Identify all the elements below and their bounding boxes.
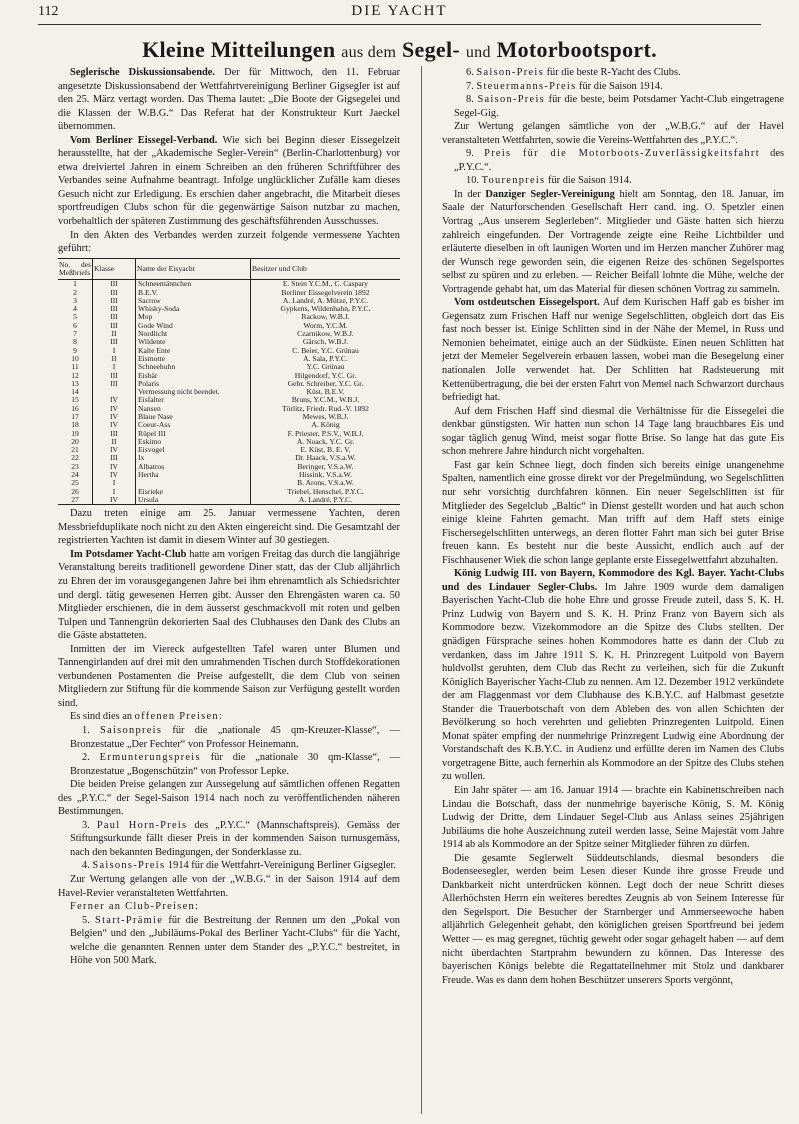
prize-name: Saison-Preis — [477, 94, 545, 106]
cell-number: 23 — [71, 461, 79, 471]
cell-yacht-name: Eisvogel — [136, 446, 251, 454]
cell-number: 22 — [71, 453, 79, 463]
text-ludwig-2: Ein Jahr später — am 16. Januar 1914 — brachte ein Kabinettschreiben nach Lindau die Botschaft, dass der nunmehrige bayerische König, S. M. König Ludwig der Dritte, dem Lindauer Segel-Club aus Anlass seines 25jährigen Jubiläums die hohe Auszeichnung zuteil werden lasse, Seine Majestät vom Jahre 1914 ab als Kommodore an der Spitze seiner Mitglieder führen zu dürfen. — [442, 784, 784, 851]
cell-number: 27 — [71, 494, 79, 504]
article-danzig — [442, 188, 784, 296]
article-diskussion — [58, 66, 400, 134]
prize-item — [442, 147, 784, 174]
prize-number: 3. — [82, 819, 90, 831]
title-part-2: aus dem — [341, 44, 397, 61]
left-column — [58, 66, 400, 968]
cell-number: 16 — [71, 403, 79, 413]
prize-item — [58, 751, 400, 778]
cell-owner: A. Landré, P.Y.C. — [251, 496, 401, 505]
prize-name: Paul Horn-Preis — [96, 819, 188, 831]
cell-yacht-name: Gode Wind — [136, 322, 251, 330]
prize-number: 7. — [466, 80, 474, 92]
prize-list-d — [442, 66, 784, 120]
text-danzig: hielt am Sonntag, den 18. Januar, im Saale der Naturforschenden Gesellschaft Herr cand. ing. O. Spetzler einen Vortrag „Aus unserem Seglerleben“. Mitglieder und Gäste hatten sich hierzu zahlreich eingefunden. Der Vortragende zeigte eine Reihe Lichtbilder und erläuterte dieselben in oft launigen Worten und im Herzen mancher Zuhörer mag der Wunsch rege geworden sein, die eigenen Reize des schönen Segelsportes selbst zu spüren und zu erleben. — Reicher Beifall lohnte die Mühe, welche der Vortragende gehabt hat, um das Material für diesen schönen Vortrag zu sammeln. — [442, 188, 784, 295]
prize-item — [58, 819, 400, 860]
prize-list-a — [58, 724, 400, 778]
cell-owner: Worm, Y.C.M. — [251, 322, 401, 330]
cell-owner: Törlitz, Friedr. Rud.-V. 1892 — [251, 405, 401, 413]
cell-number: 20 — [71, 436, 79, 446]
cell-yacht-name: Vermessung nicht beendet. — [136, 388, 251, 396]
cell-number: 3 — [73, 295, 77, 305]
cell-yacht-name: Hertha — [136, 471, 251, 479]
prize-description: 1914 für die Wettfahrt-Vereinigung Berliner Gigsegler. — [167, 860, 396, 872]
prize-number: 10. — [466, 175, 479, 187]
title-part-5: Motorbootsport. — [496, 37, 657, 62]
article-ostdeutsch — [442, 296, 784, 404]
article-ludwig — [442, 567, 784, 784]
cell-class: IV — [93, 471, 136, 479]
cell-class: II — [93, 438, 136, 446]
prize-number: 4. — [82, 860, 90, 872]
cell-class: IV — [93, 413, 136, 421]
text-eissegel-total: Dazu treten einige am 25. Januar vermessene Yachten, deren Messbriefduplikate noch nicht zu den Akten eingereicht sind. Die Gesamtzahl der registrierten Yachten ist damit in diesem Winter auf 30 gestiegen. — [58, 508, 400, 547]
cell-class: IV — [93, 496, 136, 505]
cell-class: II — [93, 330, 136, 338]
cell-class: IV — [93, 396, 136, 404]
prize-list-e — [442, 147, 784, 188]
cell-yacht-name: Schneemännchen — [136, 280, 251, 289]
cell-number: 15 — [71, 395, 79, 405]
text-potsdam-5: Zur Wertung gelangen alle von der „W.B.G.“ in der Saison 1914 auf dem Havel-Revier veranstalteten Wettfahrten. — [58, 874, 400, 899]
cell-yacht-name: Wildente — [136, 338, 251, 346]
cell-number: 5 — [73, 312, 77, 322]
prize-description: für die beste, beim Potsdamer Yacht-Club eingetragene Segel-Gig. — [454, 94, 784, 119]
col-header-owner: Besitzer und Club — [251, 258, 401, 280]
prize-description: des „P.Y.C.“ (Mannschaftspreis). Gemäss der Stiftungsurkunde fällt dieser Preis in der kommenden Saison turnusgemäss, nach den bekannten Bedingungen, der Sonderklasse zu. — [70, 819, 400, 858]
text-open-lead: Es sind dies an — [70, 711, 133, 723]
cell-owner: B. Arons, V.S.a.W. — [251, 479, 401, 487]
prize-item — [442, 66, 784, 80]
cell-yacht-name: Eisfalter — [136, 396, 251, 404]
cell-number: 18 — [71, 420, 79, 430]
table-header-row — [58, 258, 400, 280]
cell-owner: Y.C. Grünau — [251, 363, 401, 371]
cell-class: III — [93, 297, 136, 305]
lead-danzig: In der — [454, 188, 481, 200]
text-eissegel-intro: In den Akten des Verbandes werden zurzeit folgende vermessene Yachten geführt: — [58, 229, 400, 255]
text-potsdam-open — [58, 710, 400, 724]
column-divider — [421, 66, 422, 1114]
section-title — [0, 36, 799, 67]
cell-number: 21 — [71, 445, 79, 455]
text-potsdam-6: Ferner an Club-Preisen: — [70, 901, 200, 913]
cell-yacht-name: Kalte Ente — [136, 347, 251, 355]
prize-item — [58, 859, 400, 873]
cell-number: 19 — [71, 428, 79, 438]
cell-yacht-name: Eismotte — [136, 355, 251, 363]
text-potsdam-2: Inmitten der im Viereck aufgestellten Tafel waren unter Blumen und Tannengirlanden auf drei mit den umrahmenden Tischen durch Stoffdekorationen verbundenen Postamenten die Preise aufgestellt, die dem Club von seinen Mitgliedern zur Stiftung für die kommende Saison zur Verfügung gestellt worden sind. — [58, 643, 400, 709]
table-row — [58, 347, 400, 355]
prize-name: Saisons-Preis — [92, 860, 166, 872]
right-column — [442, 66, 784, 987]
prize-item — [58, 724, 400, 751]
cell-class: IV — [93, 421, 136, 429]
cell-class: III — [93, 430, 136, 438]
cell-class: I — [93, 363, 136, 371]
yacht-table-body — [58, 280, 400, 505]
text-ostdeutsch-2: Auf dem Frischen Haff sind diesmal die Verhältnisse für die Eissegelei die denkbar günstigsten. Wir hatten nun schon 14 Tage lang brauchbares Eis und sogar täglich genug Wind, meist sogar flotte Brise. So lange hat das gute Eis schon mehrere Jahre hindurch nicht vorgehalten. — [442, 405, 784, 458]
article-eissegel-verband — [58, 134, 400, 229]
prize-item — [58, 914, 400, 968]
cell-owner: Czarnikow, W.B.J. — [251, 330, 401, 338]
cell-number: 6 — [73, 320, 77, 330]
cell-yacht-name: Sacrow — [136, 297, 251, 305]
cell-owner: E. Stein Y.C.M., C. Caspary — [251, 280, 401, 289]
col-header-class: Klasse — [93, 258, 136, 280]
table-row — [58, 355, 400, 363]
cell-number: 7 — [73, 329, 77, 339]
col-header-number: No. des Meßbriefs — [58, 258, 93, 280]
prize-item — [442, 80, 784, 94]
text-ludwig-3: Die gesamte Seglerwelt Süddeutschlands, diesmal besonders die Bodenseesegler, werden beim Lesen dieser Kunde ihre grosse Freude und Dankbarkeit nicht unterdrücken können. Legt doch der neue Schritt dieses Allerhöchsten Herrn ein weiteres beredtes Zeugnis ab von Seinem Interesse für den Segelsport. Die Besucher der Starnberger und Ammerseewoche haben alljährlich Gelegenheit gehabt, den königlichen greisen Sportfreund bei jedem Wetter — es mag geregnet, tüchtig geweht oder sogar gehagelt haben — auf dem nicht überdachten Startprahm bewundern zu können. Das Interesse des bayerischen Königs belebte die Regattateilnehmer mit Stolz und dankbarer Freude. Was es dann dem hohen Beschützer unserers Sports vergönnt, — [442, 852, 784, 986]
heading-ludwig: König Ludwig III. von Bayern, Kommodore des Kgl. Bayer. Yacht-Clubs und des Lindauer Segler-Clubs. — [442, 568, 784, 593]
heading-diskussion: Seglerische Diskussionsabende. — [70, 67, 216, 78]
cell-class: IV — [93, 405, 136, 413]
cell-class: III — [93, 322, 136, 330]
cell-owner: Gebr. Schreiber, Y.C. Gr. — [251, 380, 401, 388]
cell-owner: Berliner Eissegelverein 1892 — [251, 289, 401, 297]
cell-owner: Beringer, V.S.a.W. — [251, 463, 401, 471]
title-part-1: Kleine Mitteilungen — [142, 37, 336, 62]
cell-class: I — [93, 479, 136, 487]
cell-owner: Dr. Haack, V.S.a.W. — [251, 454, 401, 462]
cell-class: III — [93, 372, 136, 380]
yacht-table — [58, 258, 400, 506]
cell-yacht-name: Schneehuhn — [136, 363, 251, 371]
prize-number: 9. — [466, 148, 474, 160]
cell-owner: F. Priester, P.S.V., W.B.J. — [251, 430, 401, 438]
cell-owner: A. Landré, A. Mütze, P.Y.C. — [251, 297, 401, 305]
cell-owner: Mewes, W.B.J. — [251, 413, 401, 421]
journal-title: DIE YACHT — [351, 3, 448, 19]
prize-list-c — [58, 914, 400, 968]
cell-owner: Rackow, W.B.J. — [251, 313, 401, 321]
heading-potsdam: Im Potsdamer Yacht-Club — [70, 548, 187, 560]
heading-eissegel-verband: Vom Berliner Eissegel-Verband. — [70, 134, 218, 146]
text-wertung: Zur Wertung gelangen sämtliche von der „W.B.G.“ auf der Havel veranstalteten Wettfahrten, sowie die Vereins-Wettfahrten des „P.Y.C.“. — [442, 121, 784, 146]
prize-description: für die „nationale 45 qm-Kreuzer-Klasse“, — Bronzestatue „Der Fechter“ von Professor Heinemann. — [70, 725, 400, 750]
cell-owner: Küst, B.E.V. — [251, 388, 401, 396]
cell-yacht-name: Eskimo — [136, 438, 251, 446]
prize-number: 2. — [82, 752, 90, 764]
prize-name: Preis für die Motorboots-Zuverlässigkeitsfahrt — [484, 148, 760, 160]
cell-class: III — [93, 380, 136, 388]
prize-description: für die Saison 1914. — [579, 80, 663, 92]
cell-class: I — [93, 347, 136, 355]
prize-list-b — [58, 819, 400, 873]
cell-yacht-name: Albatros — [136, 463, 251, 471]
cell-class: III — [93, 338, 136, 346]
prize-number: 5. — [82, 914, 90, 926]
cell-owner: A. Sala, P.Y.C. — [251, 355, 401, 363]
cell-class: III — [93, 454, 136, 462]
cell-class: III — [93, 289, 136, 297]
cell-owner: A. König — [251, 421, 401, 429]
cell-yacht-name: Coeur-Ass — [136, 421, 251, 429]
prize-number: 1. — [82, 725, 90, 737]
cell-yacht-name: Nansen — [136, 405, 251, 413]
prize-description: für die Saison 1914. — [548, 175, 632, 187]
cell-number: 17 — [71, 412, 79, 421]
text-ostdeutsch-3: Fast gar kein Schnee liegt, doch finden sich bereits einige unangenehme Spalten, namentlich eine grosse direkt vor der Pregelmündung, wo Segelschlitten nur sehr vorsichtig durchfahren können. Ein neuer Segelschlitten ist für Mitglieder des Segelclub „Baltic“ in Dienst gestellt worden und hat auch schon einige kleine Fahrten gemacht. Man trifft auf dem Haff stets einige Fischersegelschlitten unterwegs, an deren flotter Fahrt man sich bei guter Brise freuen kann. Es besteht nur die beste Aussicht, endlich auch auf der Fischhausener Wiek die schon lange geplante erste Eissegelwettfahrt abzuhalten. — [442, 459, 784, 566]
cell-number: 10 — [71, 353, 79, 363]
text-open-prizes: offenen Preisen: — [134, 711, 224, 723]
text-potsdam-4: Die beiden Preise gelangen zur Aussegelung auf sämtlichen offenen Regatten des „P.Y.C.“ der Segel-Saison 1914 nach noch zu veröffentlichenden näheren Bestimmungen. — [58, 779, 400, 818]
cell-yacht-name: Polaris — [136, 380, 251, 388]
prize-number: 6. — [466, 67, 474, 78]
table-row — [58, 496, 400, 505]
text-ostdeutsch: Auf dem Kurischen Haff gab es bisher im Gegensatz zum Frischen Haff nur wenige Segelschlitten, obgleich dort das Eis fast noch besser ist. Einige Schlitten sind in der Nähe der Memel, in Russ und Nemonien beheimatet, einige auch an der Südküste. Einen neuen Schlitten hat jetzt der Memeler Segelverein erbauen lassen, wobei man die Besegelung einer nationalen Jolle verwendet hat. Der Schlitten hat Radsteuerung mit Kettenübertragung, die bei der ersten Fahrt von Memel nach Schwarzort durchaus befriedigt hat. — [442, 297, 784, 404]
header-rule — [38, 24, 761, 25]
cell-yacht-name: Ix — [136, 454, 251, 462]
prize-item — [442, 174, 784, 188]
cell-number: 9 — [73, 345, 77, 355]
prize-name: Saisonpreis — [99, 725, 163, 737]
cell-owner: E. Küst, B. E. V. — [251, 446, 401, 454]
table-row — [58, 380, 400, 388]
cell-owner: Hilgendorf, Y.C. Gr. — [251, 372, 401, 380]
prize-item — [442, 93, 784, 120]
heading-danzig: Danziger Segler-Vereinigung — [485, 188, 615, 200]
cell-owner: Gypkens, Wildenhahn, P.Y.C. — [251, 305, 401, 313]
prize-description: für die „nationale 30 qm-Klasse“, — Bronzestatue „Bogenschützin“ von Professor Lepke. — [70, 752, 400, 777]
prize-description: des „P.Y.C.“. — [454, 148, 785, 173]
cell-owner: Gärsch, W.B.J. — [251, 338, 401, 346]
cell-owner: Hissink, V.S.a.W. — [251, 471, 401, 479]
cell-yacht-name: Eisrieke — [136, 488, 251, 496]
heading-ostdeutsch: Vom ostdeutschen Eissegelsport. — [454, 297, 600, 309]
page-number: 112 — [38, 4, 59, 19]
cell-number: 1 — [73, 279, 77, 289]
title-part-3: Segel- — [402, 37, 461, 62]
cell-number: 13 — [71, 378, 79, 388]
prize-name: Tourenpreis — [481, 175, 546, 187]
prize-name: Start-Prämie — [95, 914, 164, 926]
cell-owner: C. Beier, Y.C. Grünau — [251, 347, 401, 355]
cell-owner: Bruns, Y.C.M., W.B.J. — [251, 396, 401, 404]
prize-description: für die beste R-Yacht des Clubs. — [546, 67, 681, 78]
prize-name: Saison-Preis — [476, 67, 544, 78]
cell-class: IV — [93, 463, 136, 471]
cell-yacht-name: Rüpel III — [136, 430, 251, 438]
col-header-name: Name der Eisyacht — [136, 258, 251, 280]
text-eissegel-verband: Wie sich bei Beginn dieser Eissegelzeit herausstellte, hat der „Akademische Segler-Verein“ (Berlin-Charlottenburg) vor etwa dreiviertel Jahren in einem Schreiben an den früheren Schriftführer des Verbandes seine Aufnahme beantragt. Infolge unglücklicher Zufälle kam dieses Gesuch nicht zur Erledigung. Es erschien daher angebracht, die Mitarbeit dieses sportfreudigen Clubs schon für die gegenwärtige Saison nutzbar zu machen, vorbehaltlich der späteren Zustimmung des geschäftsführenden Ausschusses. — [58, 134, 400, 228]
cell-yacht-name: Ursula — [136, 496, 251, 505]
cell-owner: Triebel, Henschel, P.Y.C. — [251, 488, 401, 496]
prize-name: Steuermanns-Preis — [476, 80, 577, 92]
prize-description: für die Bestreitung der Rennen um den „Pokal von Belgien“ und den „Jubiläums-Pokal des Berliner Yacht-Clubs“ für die Yacht, welche die genannten Rennen unter dem Stander des „P.Y.C.“ bestreitet, in Höhe von 500 Mark. — [70, 914, 400, 967]
cell-number: 12 — [71, 370, 79, 380]
cell-yacht-name: Whisky-Soda — [136, 305, 251, 313]
cell-owner: A. Noack, Y.C. Gr. — [251, 438, 401, 446]
cell-yacht-name: Mop — [136, 313, 251, 321]
title-part-4: und — [465, 44, 491, 61]
cell-yacht-name: Eisbär — [136, 372, 251, 380]
cell-yacht-name: B.E.V. — [136, 289, 251, 297]
cell-yacht-name: Nordlicht — [136, 330, 251, 338]
cell-yacht-name: Blaue Nase — [136, 413, 251, 421]
cell-number: 11 — [71, 362, 79, 372]
text-diskussion: Der für Mittwoch, den 11. Februar angesetzte Diskussionsabend der Wettfahrtvereinigung Berliner Gigsegler ist auf den 25. März vertagt worden. Das Thema lautet: „Die Boote der Gigsegelei und die Klassen der W.B.G.“ Das Referat hat der Konstrukteur Kurt Jaeckel übernommen. — [58, 67, 400, 133]
prize-name: Ermunterungspreis — [99, 752, 201, 764]
cell-number: 4 — [73, 304, 77, 314]
cell-number: 26 — [71, 486, 79, 496]
cell-class: IV — [93, 446, 136, 454]
prize-number: 8. — [466, 94, 474, 106]
cell-class: III — [93, 313, 136, 321]
text-potsdam: hatte am vorigen Freitag das durch die langjährige Veranstaltung bereits traditionell gewordene Diner statt, das der Club alljährlich zu Ehren der im vorausgegangenen Jahre bei ihm ehrenamtlich als Schiedsrichter und dergl. tätig gewesenen Herren gibt. Ausser den Ehrengästen waren ca. 50 Mitglieder erschienen, die in dem äusserst geschmackvoll mit roten und gelben Tulpen und Tannengrün dekorierten Saal des Clubhauses den Dank des Clubs an die Gäste abstatteten. — [58, 548, 400, 642]
text-ludwig: Im Jahre 1909 wurde dem damaligen Bayerischen Yacht-Club die hohe Ehre und grosse Freude zuteil, dass S. K. H. Prinz Ludwig von Bayern und S. K. H. Prinz Franz von Bayern sich als Kommodore bezw. Vizekommodore an die Spitze des Clubs stellten. Der gnädigen Fürsprache seines hohen Kommodores hatte es dann der Club zu verdanken, dass im Jahre 1911 S. K. H. Prinzregent Luitpold von Bayern huldvollst geruhten, dem Club das Recht zu verleihen, sich für die Zukunft Königlich Bayerischer Yacht-Club zu nennen. Am 12. Dezember 1912 verkündete der am Flaggenmast vor dem Clubhause des K.B.Y.C. auf Halbmast gesetzte Stander die Trauerbotschaft von dem Ableben des von allen Schichten der Bevölkerung so hoch verehrten und geliebten Prinzregenten Luitpold. Einen Monat später empfing der nunmehrige Prinzregent Ludwig eine Abordnung der Vorstandschaft des K.B.Y.C. in Audienz und erfüllte deren im Namen des Clubs vorgetragene Bitte, auch fernerhin als Kommodore an der Spitze des Clubs stehen zu wollen. — [442, 581, 784, 783]
cell-class: II — [93, 355, 136, 363]
article-potsdam — [58, 548, 400, 643]
cell-class: I — [93, 488, 136, 496]
cell-number: 14 — [71, 387, 79, 397]
cell-number: 2 — [73, 287, 77, 297]
cell-number: 24 — [71, 470, 79, 480]
cell-class: III — [93, 305, 136, 313]
cell-number: 25 — [71, 478, 79, 488]
cell-number: 8 — [73, 337, 77, 347]
cell-class: III — [93, 280, 136, 289]
